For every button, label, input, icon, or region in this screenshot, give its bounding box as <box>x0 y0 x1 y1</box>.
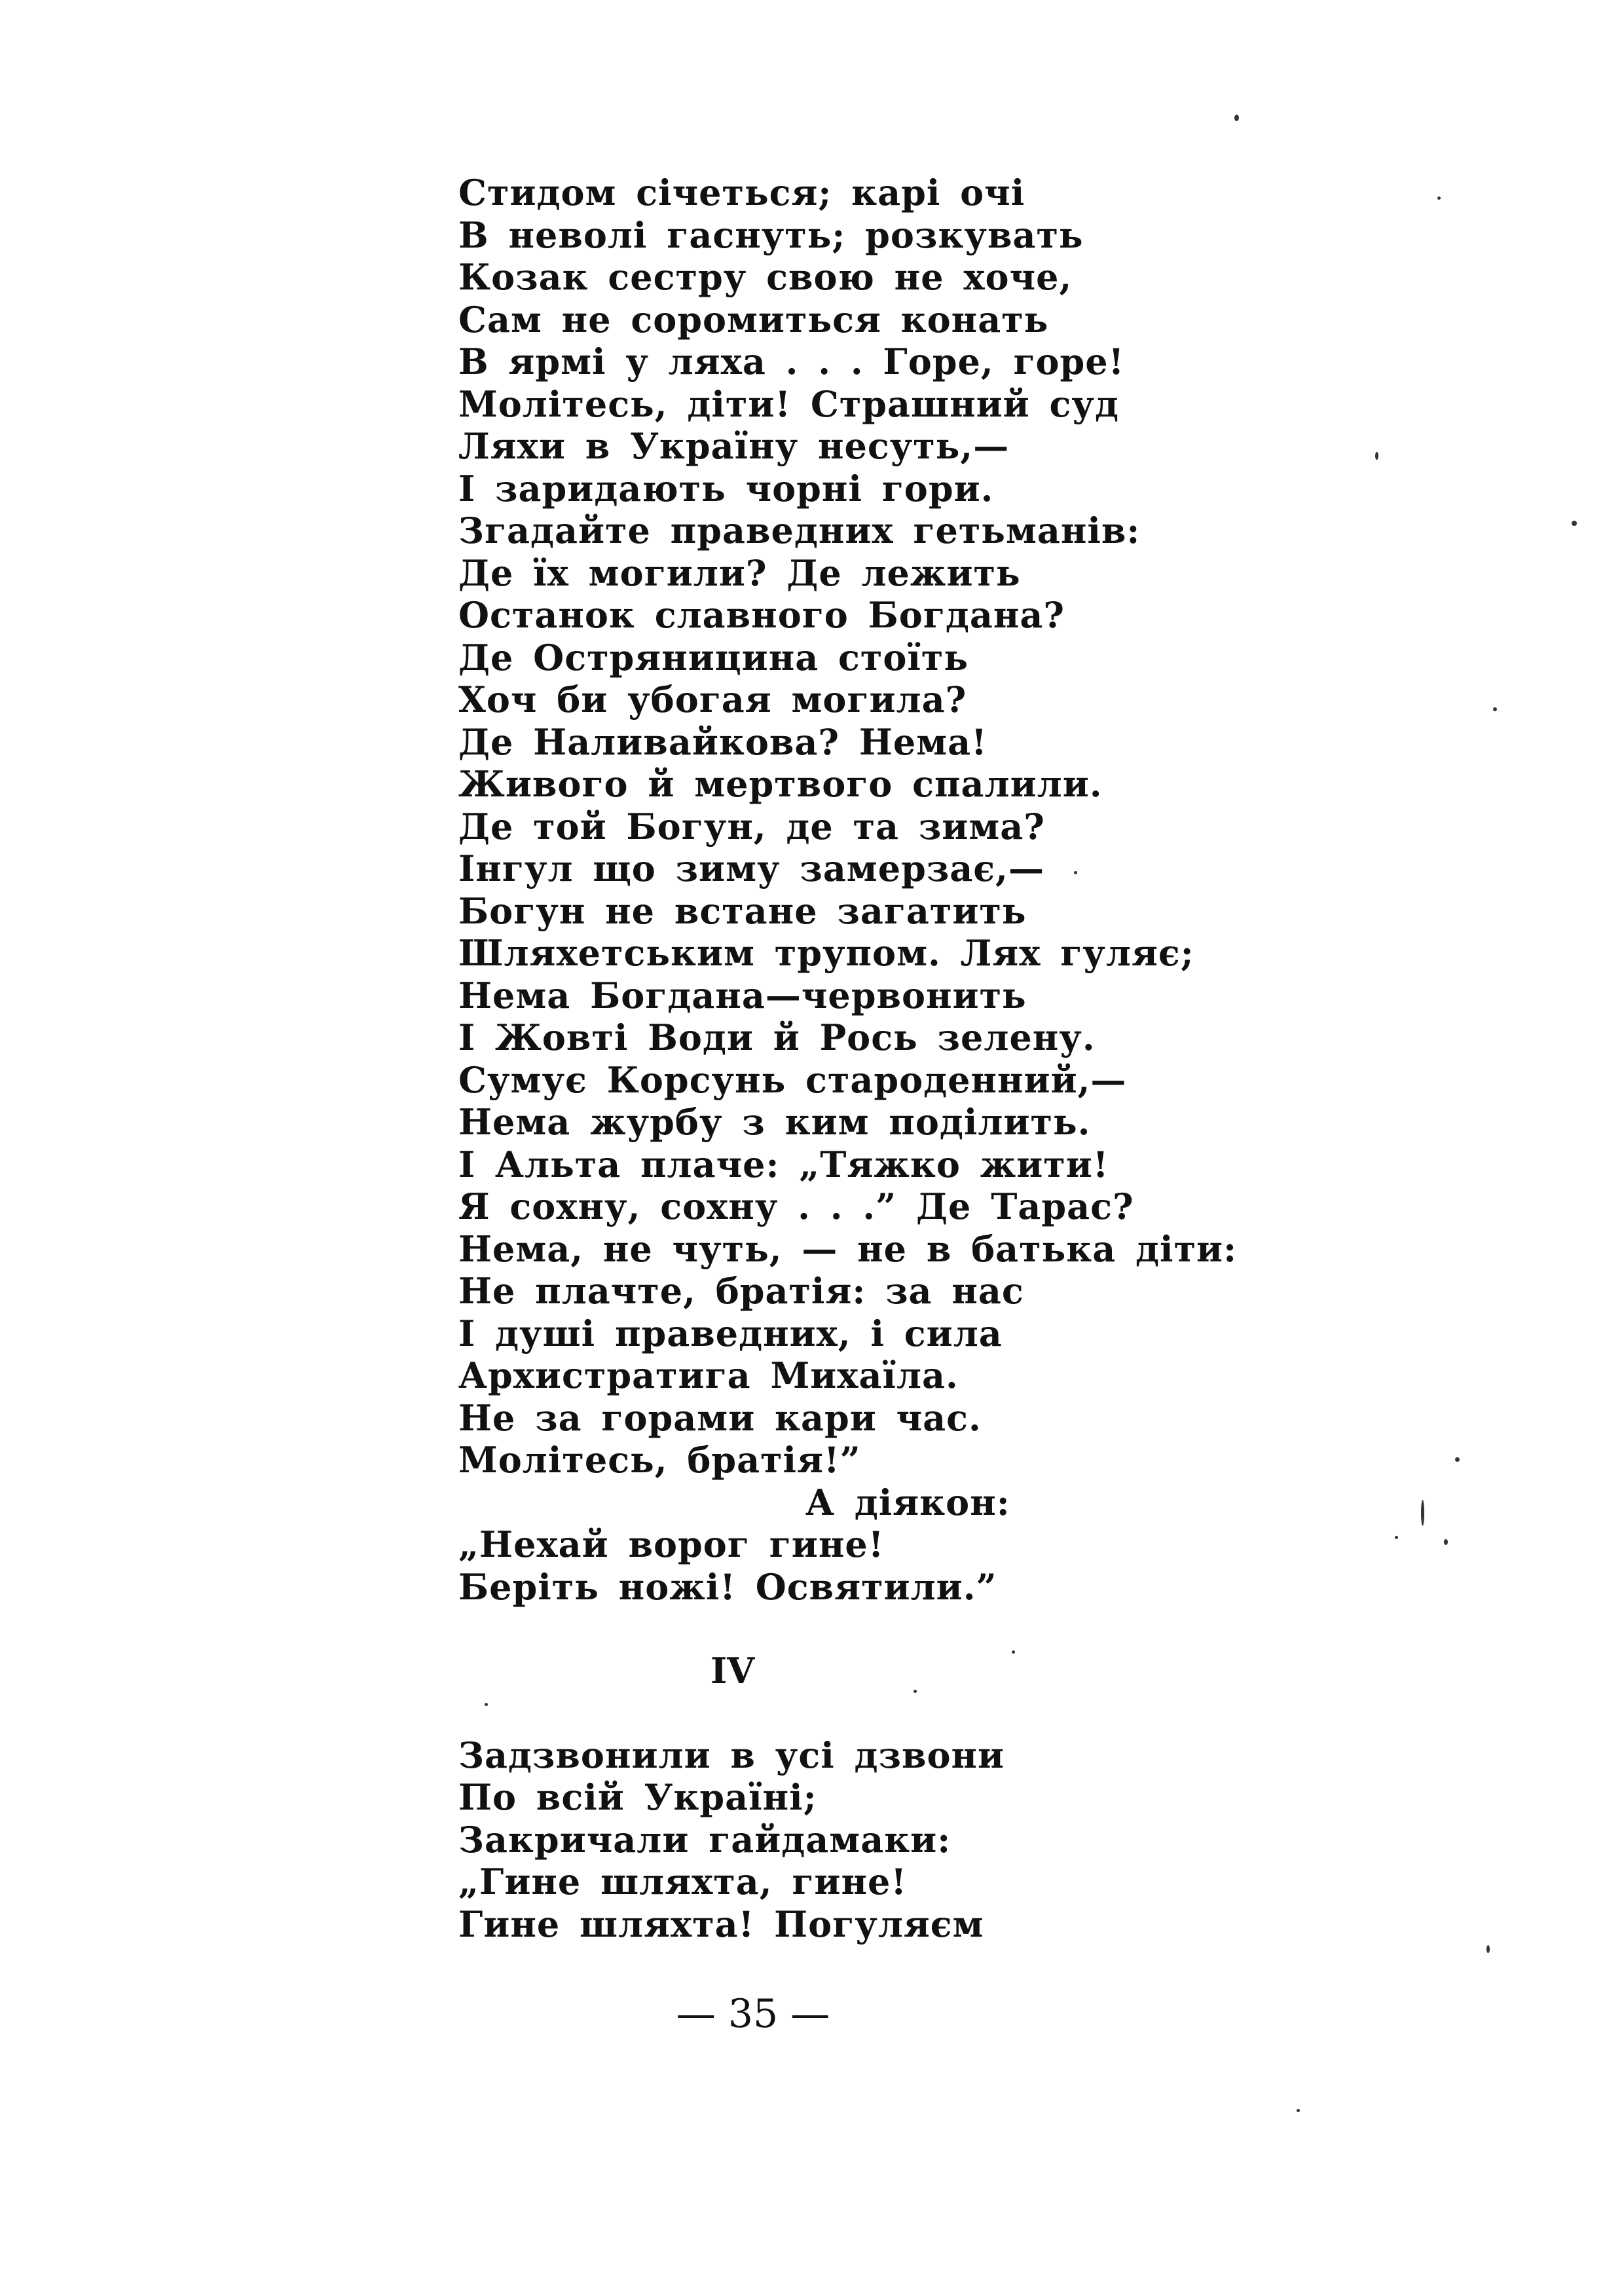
scan-speck <box>485 1703 488 1706</box>
poem-line: Богун не встане загатить <box>458 889 1027 932</box>
scan-speck <box>1234 115 1239 121</box>
poem-line: В неволі гаснуть; розкувать <box>458 214 1084 256</box>
scan-speck <box>1572 521 1577 526</box>
poem-line: Беріть ножі! Освятили.” <box>458 1565 997 1608</box>
scan-speck <box>1486 1945 1490 1953</box>
section-spacer <box>458 1608 1310 1650</box>
scan-speck <box>1493 707 1497 711</box>
poem-line: Де їх могили? Де лежить <box>458 551 1021 594</box>
poem-line: Молітесь, діти! Страшний суд <box>458 382 1119 425</box>
poem-line: Шляхетським трупом. Лях гуляє; <box>458 932 1194 974</box>
poem-line: І Жовті Води й Рось зелену. <box>458 1016 1096 1058</box>
scan-speck <box>1455 1457 1460 1462</box>
poem-line: Стидом січеться; карі очі <box>458 172 1025 214</box>
poem-line: Архистратига Михаїла. <box>458 1354 959 1396</box>
section-spacer <box>458 1692 1310 1734</box>
poem-line: „Гине шляхта, гине! <box>458 1861 908 1903</box>
poem-line: Сам не соромиться конать <box>458 298 1049 341</box>
poem-line: Нема журбу з ким поділить. <box>458 1101 1091 1143</box>
scan-speck <box>1074 871 1077 874</box>
scan-speck <box>1421 1500 1424 1526</box>
poem-line: Не за горами кари час. <box>458 1396 982 1439</box>
poem-line: Інгул що зиму замерзає,— <box>458 847 1044 889</box>
scan-speck <box>1395 1536 1398 1539</box>
poem-line: Сумує Корсунь староденний,— <box>458 1058 1127 1101</box>
poem-line: Задзвонили в усі дзвони <box>458 1734 1005 1776</box>
poem-line: Де той Богун, де та зима? <box>458 805 1045 847</box>
poem-line: В ярмі у ляха . . . Горе, горе! <box>458 341 1125 382</box>
poem-line: Молітесь, братія!” <box>458 1439 861 1481</box>
poem-line: Я сохну, сохну . . .” Де Тарас? <box>458 1185 1134 1227</box>
poem-line: По всій Україні; <box>458 1776 817 1818</box>
poem-line: Де Остряницина стоїть <box>458 636 969 679</box>
poem-line: Де Наливайкова? Нема! <box>458 720 987 763</box>
scan-speck <box>1375 452 1378 460</box>
section-heading: IV <box>710 1650 755 1692</box>
poem-line: Згадайте праведних гетьманів: <box>458 510 1141 551</box>
poem-line: Живого й мертвого спалили. <box>458 763 1103 805</box>
poem-line: Козак сестру свою не хоче, <box>458 256 1073 298</box>
poem-text <box>458 172 1310 1945</box>
scan-speck <box>913 1690 917 1693</box>
poem-line: Нема, не чуть, — не в батька діти: <box>458 1227 1238 1270</box>
poem-line: Ляхи в Україну несуть,— <box>458 425 1010 467</box>
poem-line: Не плачте, братія: за нас <box>458 1270 1024 1312</box>
poem-line: Останок славного Богдана? <box>458 594 1065 636</box>
scan-speck <box>1012 1650 1015 1654</box>
poem-line: „Нехай ворог гине! <box>458 1523 885 1565</box>
page-number: — 35 — <box>676 1991 830 2037</box>
deacon-line: А діякон: <box>805 1481 1010 1523</box>
poem-line: Гине шляхта! Погуляєм <box>458 1903 984 1945</box>
scan-speck <box>1437 196 1441 200</box>
scan-speck <box>1444 1539 1448 1545</box>
stanza-2 <box>458 1734 1310 1946</box>
poem-line: Хоч би убогая могила? <box>458 679 967 720</box>
poem-line: Нема Богдана—червонить <box>458 974 1027 1016</box>
scan-speck <box>1297 2109 1300 2112</box>
poem-line: І заридають чорні гори. <box>458 467 994 510</box>
poem-line: І душі праведних, і сила <box>458 1312 1003 1354</box>
poem-line: І Альта плаче: „Тяжко жити! <box>458 1143 1109 1185</box>
poem-line: Закричали гайдамаки: <box>458 1818 951 1861</box>
stanza-1 <box>458 172 1310 1608</box>
